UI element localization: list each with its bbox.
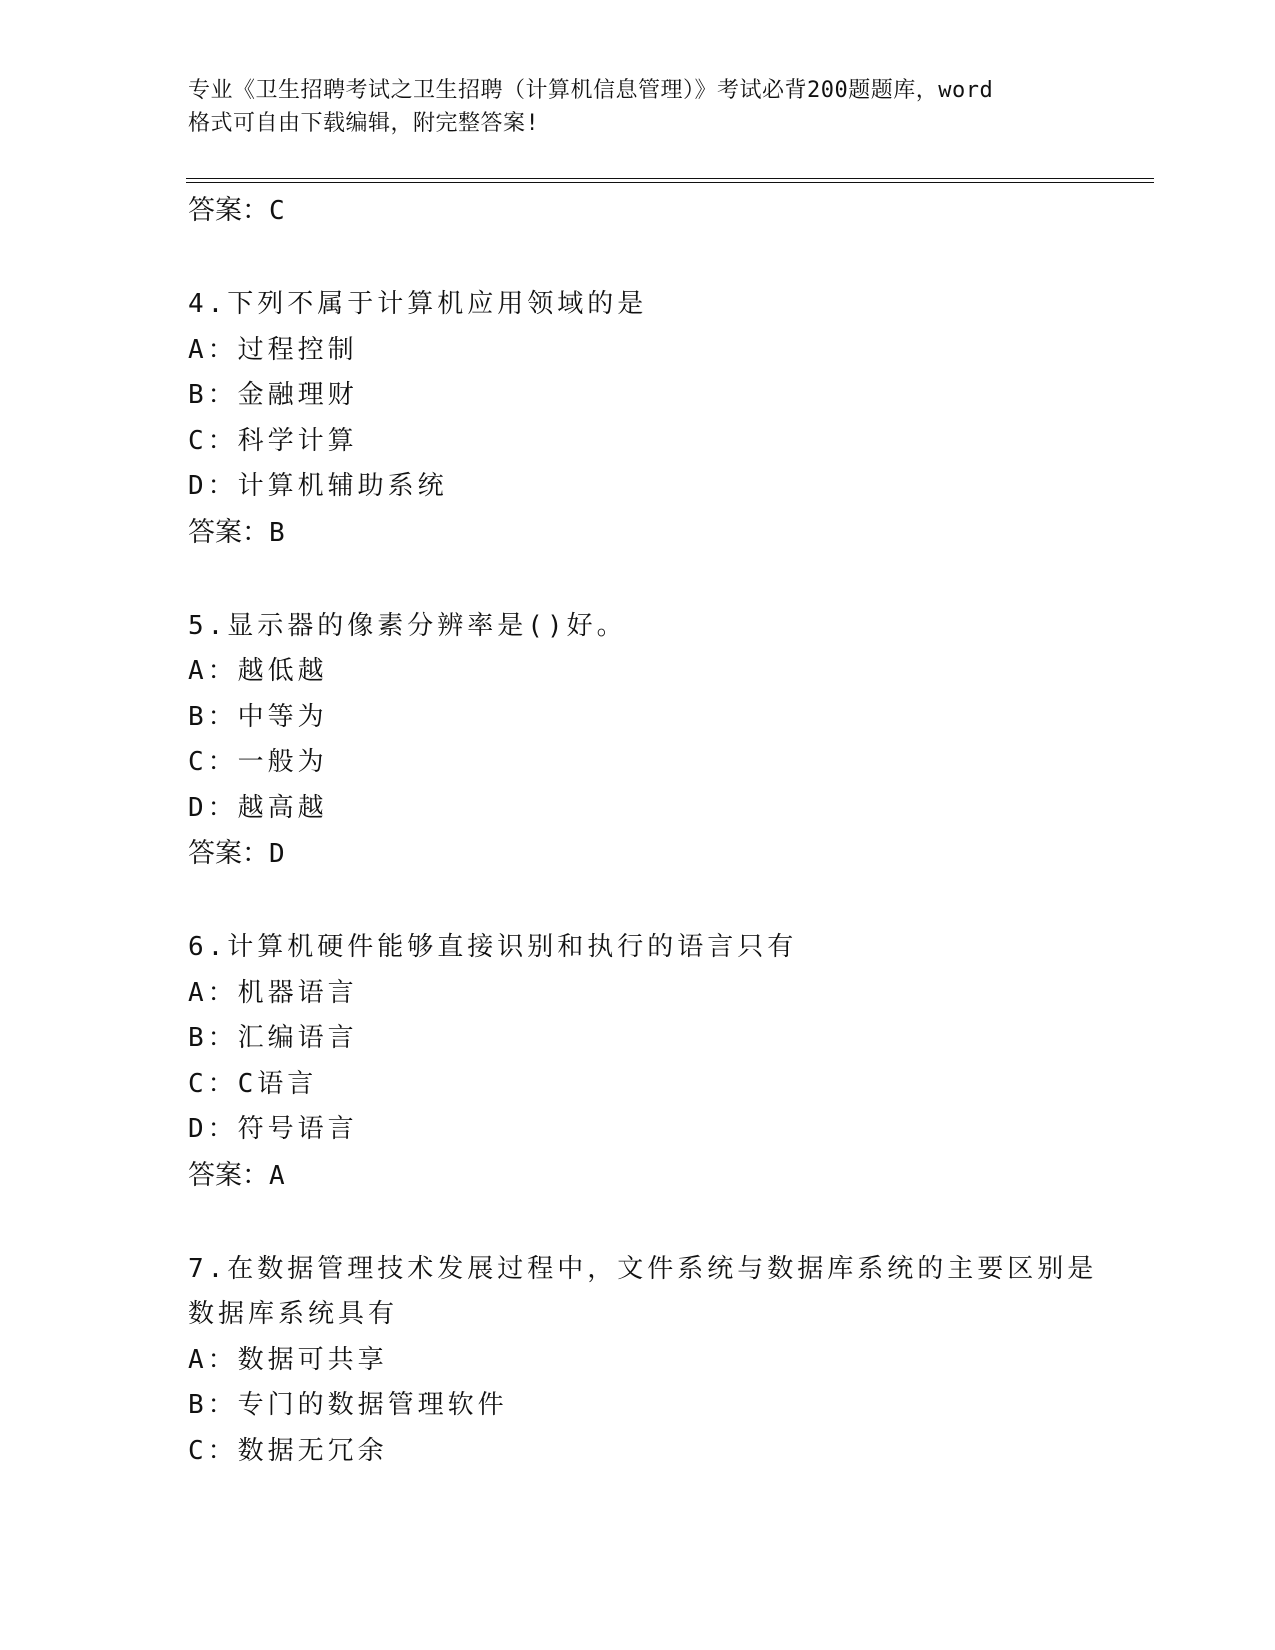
- option-key: A：: [188, 656, 238, 686]
- answer-line: [188, 188, 1148, 234]
- answer-line: [188, 831, 1148, 877]
- option-item: [188, 971, 1148, 1017]
- question-spacer: [188, 877, 1148, 925]
- option-text: 计算机辅助系统: [237, 471, 448, 501]
- question-block: [188, 1247, 1148, 1475]
- answer-line: [188, 510, 1148, 556]
- answer-value: B: [269, 517, 285, 548]
- option-item: [188, 328, 1148, 374]
- option-text: 符号语言: [237, 1114, 358, 1144]
- option-item: [188, 1429, 1148, 1475]
- option-key: A：: [188, 334, 238, 365]
- option-text: 一般为: [237, 747, 328, 777]
- option-text: 越高越: [237, 792, 328, 823]
- question-spacer: [188, 1199, 1148, 1247]
- option-text: 数据无冗余: [237, 1435, 388, 1466]
- option-item: [188, 419, 1148, 465]
- option-text: 中等为: [237, 701, 328, 732]
- option-item: [188, 464, 1148, 510]
- option-text: C语言: [237, 1068, 318, 1099]
- question-stem: 7.在数据管理技术发展过程中，文件系统与数据库系统的主要区别是: [188, 1253, 1098, 1284]
- option-item: [188, 373, 1148, 419]
- option-key: D：: [188, 471, 238, 501]
- question-block: [188, 925, 1148, 1199]
- header-divider: [186, 178, 1154, 183]
- header-line-1: 专业《卫生招聘考试之卫生招聘（计算机信息管理）》考试必背200题题库，word: [188, 78, 994, 103]
- option-text: 金融理财: [237, 380, 358, 410]
- option-text: 机器语言: [237, 977, 358, 1008]
- option-key: B：: [188, 1023, 238, 1053]
- answer-line: [188, 1153, 1148, 1199]
- question-spacer: [188, 234, 1148, 282]
- option-item: [188, 695, 1148, 741]
- answer-label: 答案：: [188, 195, 269, 226]
- option-text: 汇编语言: [237, 1023, 358, 1053]
- option-key: D：: [188, 792, 238, 823]
- answer-label: 答案：: [188, 838, 269, 869]
- option-item: [188, 1062, 1148, 1108]
- option-key: A：: [188, 1344, 238, 1375]
- question-stem: 数据库系统具有: [188, 1299, 399, 1329]
- question-block: [188, 282, 1148, 556]
- question-block: [188, 604, 1148, 878]
- option-item: [188, 649, 1148, 695]
- option-item: [188, 1338, 1148, 1384]
- document-header: [188, 74, 1088, 140]
- answer-value: D: [269, 839, 285, 869]
- question-stem: 5.显示器的像素分辨率是()好。: [188, 610, 627, 641]
- option-key: C：: [188, 425, 238, 456]
- option-key: A：: [188, 977, 238, 1008]
- option-text: 科学计算: [237, 425, 358, 456]
- option-item: [188, 1383, 1148, 1429]
- option-item: [188, 1016, 1148, 1062]
- question-stem: 4.下列不属于计算机应用领域的是: [188, 289, 648, 319]
- question-list: [188, 188, 1148, 1474]
- option-key: C：: [188, 1435, 238, 1466]
- option-key: C：: [188, 747, 238, 777]
- answer-label: 答案：: [188, 1159, 269, 1191]
- option-text: 专门的数据管理软件: [237, 1390, 508, 1420]
- option-text: 越低越: [237, 656, 328, 686]
- question-stem: 6.计算机硬件能够直接识别和执行的语言只有: [188, 932, 798, 962]
- option-key: B：: [188, 380, 238, 410]
- option-item: [188, 786, 1148, 832]
- option-key: B：: [188, 701, 238, 732]
- option-key: C：: [188, 1068, 238, 1099]
- header-line-2: 格式可自由下载编辑，附完整答案!: [188, 111, 540, 136]
- question-spacer: [188, 556, 1148, 604]
- answer-value: C: [269, 196, 285, 226]
- option-item: [188, 740, 1148, 786]
- answer-label: 答案：: [188, 516, 269, 548]
- option-text: 过程控制: [237, 334, 358, 365]
- option-item: [188, 1107, 1148, 1153]
- option-key: D：: [188, 1114, 238, 1144]
- option-text: 数据可共享: [237, 1344, 388, 1375]
- answer-value: A: [269, 1160, 285, 1191]
- option-key: B：: [188, 1390, 238, 1420]
